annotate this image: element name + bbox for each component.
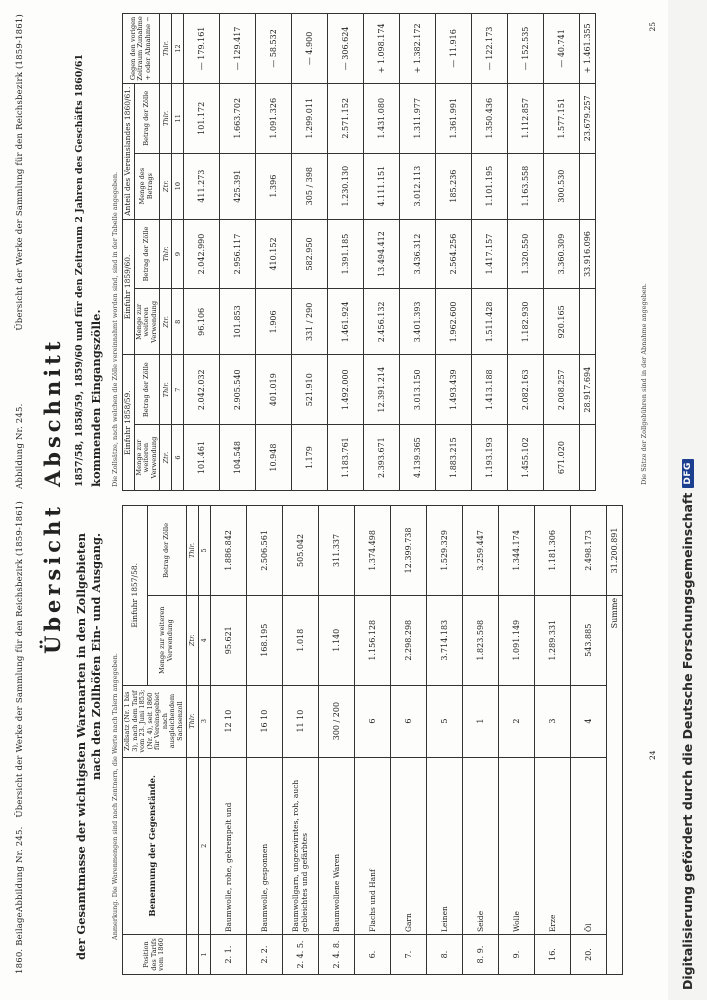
header-import-group: Einfuhr 1857/58. xyxy=(123,506,148,686)
table-row xyxy=(462,506,498,975)
right-total-g: + 1.461.355 xyxy=(580,14,596,84)
row-value-f: 1.350.436 xyxy=(472,83,508,153)
unit-cell: Thlr. xyxy=(160,219,172,289)
row-designation: Baumwollgarn, ungezwirntes, roh, auch gebleichtes und gefärbtes xyxy=(282,757,318,934)
row-rate: 12 10 xyxy=(210,685,246,757)
row-rate: 4 xyxy=(570,685,606,757)
row-position: 8. 9. xyxy=(462,935,498,975)
row-position: 8. xyxy=(426,935,462,975)
unit-cell: Thlr. xyxy=(160,14,172,84)
unit-cell: Thlr. xyxy=(160,83,172,153)
left-page-number: 24 xyxy=(648,750,657,760)
row-value-d: 1.417.157 xyxy=(472,219,508,289)
column-number: 7 xyxy=(172,355,184,425)
row-value-b: 2.082.163 xyxy=(508,355,544,425)
table-row xyxy=(472,14,508,491)
row-value-c: 1.906 xyxy=(256,289,292,355)
row-value-f: 1.577.151 xyxy=(544,83,580,153)
row-designation: Seide xyxy=(462,757,498,934)
row-value-d: 1.320.550 xyxy=(508,219,544,289)
row-rate: 16 10 xyxy=(246,685,282,757)
row-designation: Erze xyxy=(534,757,570,934)
row-duty: 1.886.842 xyxy=(210,506,246,596)
row-value-a: 2.393.671 xyxy=(364,425,400,491)
row-designation: Baumwolle, rohe, gekrempelt und xyxy=(210,757,246,934)
row-duty: 1.374.498 xyxy=(354,506,390,596)
header-group-1859: Einfuhr 1859/60. xyxy=(123,219,135,355)
left-note: Anmerkung. Die Warenmengen sind nach Zentnern, die Werte nach Talern angegeben. xyxy=(111,653,119,940)
subheader: Betrag der Zölle xyxy=(134,219,160,289)
column-number: 5 xyxy=(198,506,210,596)
row-quantity: 1.091.149 xyxy=(498,595,534,685)
row-position: 6. xyxy=(354,935,390,975)
row-value-g: — 179.161 xyxy=(184,14,220,84)
column-number: 3 xyxy=(198,685,210,757)
table-row xyxy=(364,14,400,491)
row-value-c: 1.962.600 xyxy=(436,289,472,355)
row-value-c: 2.456.132 xyxy=(364,289,400,355)
table-row xyxy=(282,506,318,975)
row-value-b: 2.008.257 xyxy=(544,355,580,425)
row-rate: 6 xyxy=(390,685,426,757)
right-total-empty xyxy=(580,425,596,491)
row-rate: 11 10 xyxy=(282,685,318,757)
row-value-g: — 306.624 xyxy=(328,14,364,84)
row-value-g: + 1.382.172 xyxy=(400,14,436,84)
row-value-c: 3.401.393 xyxy=(400,289,436,355)
unit-cell: Thlr. xyxy=(186,506,198,596)
row-designation: Leinen xyxy=(426,757,462,934)
row-value-g: — 40.741 xyxy=(544,14,580,84)
table-row xyxy=(292,14,328,491)
right-data-table xyxy=(122,13,596,491)
row-value-d: 582.950 xyxy=(292,219,328,289)
row-value-e: 185.236 xyxy=(436,153,472,219)
row-duty: 3.259.447 xyxy=(462,506,498,596)
dfg-logo: DFG xyxy=(682,459,694,488)
column-number: 10 xyxy=(172,153,184,219)
table-row xyxy=(498,506,534,975)
row-rate: 6 xyxy=(354,685,390,757)
left-running-head-right: Übersicht der Werke der Sammlung für den Reichsbezirk (1859-1861) xyxy=(15,501,25,818)
subheader: Menge des Betrags xyxy=(134,153,160,219)
row-value-a: 1.183.761 xyxy=(328,425,364,491)
row-value-c: 331 / 290 xyxy=(292,289,328,355)
table-row xyxy=(570,506,606,975)
row-value-f: 1.431.080 xyxy=(364,83,400,153)
table-row xyxy=(426,506,462,975)
row-value-d: 1.391.185 xyxy=(328,219,364,289)
watermark-text-wrap xyxy=(668,0,707,1000)
watermark xyxy=(668,0,707,1000)
row-value-b: 401.019 xyxy=(256,355,292,425)
row-value-d: 3.360.309 xyxy=(544,219,580,289)
row-quantity: 1.289.331 xyxy=(534,595,570,685)
row-value-g: + 1.098.174 xyxy=(364,14,400,84)
header-group-share: Anteil des Vereinslandes 1860/61. xyxy=(123,83,135,219)
row-position: 2. 4. 8. xyxy=(318,935,354,975)
right-running-head-right: Übersicht der Werke der Sammlung für den Reichsbezirk (1859-1861) xyxy=(15,14,25,331)
row-value-e: 1.396 xyxy=(256,153,292,219)
row-designation: Baumwolle, gesponnen xyxy=(246,757,282,934)
row-duty: 12.399.738 xyxy=(390,506,426,596)
row-position: 7. xyxy=(390,935,426,975)
unit-cell: Ztr. xyxy=(160,289,172,355)
row-value-b: 2.905.540 xyxy=(220,355,256,425)
row-value-d: 2.956.117 xyxy=(220,219,256,289)
left-data-table xyxy=(122,505,623,975)
row-value-e: 300.530 xyxy=(544,153,580,219)
row-value-d: 2.042.990 xyxy=(184,219,220,289)
row-rate: 300 / 200 xyxy=(318,685,354,757)
left-subtitle-1: der Gesamtmasse der wichtigsten Warenarten in den Zollgebieten xyxy=(74,532,88,960)
table-row xyxy=(436,14,472,491)
right-page-number: 25 xyxy=(648,22,657,32)
row-value-b: 1.413.188 xyxy=(472,355,508,425)
unit-cell xyxy=(186,935,198,975)
row-rate: 1 xyxy=(462,685,498,757)
column-number: 9 xyxy=(172,219,184,289)
right-total-empty xyxy=(580,289,596,355)
row-value-g: — 122.173 xyxy=(472,14,508,84)
row-rate: 2 xyxy=(498,685,534,757)
row-duty: 1.344.174 xyxy=(498,506,534,596)
row-duty: 505.042 xyxy=(282,506,318,596)
row-value-a: 671.020 xyxy=(544,425,580,491)
row-value-b: 521.910 xyxy=(292,355,328,425)
right-note: Die Zollsätze, nach welchen die Zölle vereinnahmt worden sind, sind in der Tabelle angegeben. xyxy=(111,171,119,487)
subheader: Menge zur weiteren Verwendung xyxy=(134,425,160,491)
row-rate: 3 xyxy=(534,685,570,757)
row-value-e: 425.391 xyxy=(220,153,256,219)
row-value-g: — 4.900 xyxy=(292,14,328,84)
row-value-f: 1.112.857 xyxy=(508,83,544,153)
left-running-head-center: Abbildung Nr. 245. xyxy=(15,826,25,912)
right-subtitle-1: 1857/58, 1858/59, 1859/60 und für den Zeitraum 2 Jahren des Geschäfts 1860/61 xyxy=(74,54,85,487)
table-row xyxy=(400,14,436,491)
row-value-b: 1.492.000 xyxy=(328,355,364,425)
right-running-head-left: Abbildung Nr. 245. xyxy=(15,403,25,489)
left-page xyxy=(0,495,668,980)
row-designation: Garn xyxy=(390,757,426,934)
row-value-d: 3.436.312 xyxy=(400,219,436,289)
row-value-f: 1.299.011 xyxy=(292,83,328,153)
column-number: 4 xyxy=(198,595,210,685)
row-value-c: 1.511.428 xyxy=(472,289,508,355)
header-duty: Betrag der Zölle xyxy=(147,506,186,596)
subheader: Betrag der Zölle xyxy=(134,83,160,153)
row-value-d: 13.494.412 xyxy=(364,219,400,289)
row-quantity: 3.714.183 xyxy=(426,595,462,685)
row-value-a: 10.948 xyxy=(256,425,292,491)
table-row xyxy=(354,506,390,975)
row-designation: Flachs und Hanf xyxy=(354,757,390,934)
right-page xyxy=(0,8,668,495)
row-designation: Baumwollene Waren xyxy=(318,757,354,934)
row-value-a: 1.883.215 xyxy=(436,425,472,491)
row-quantity: 95.621 xyxy=(210,595,246,685)
row-value-a: 104.548 xyxy=(220,425,256,491)
right-subtitle-2: kommenden Eingangszölle. xyxy=(89,309,103,487)
right-total-b: 28.917.694 xyxy=(580,355,596,425)
unit-cell: Ztr. xyxy=(160,425,172,491)
row-rate: 5 xyxy=(426,685,462,757)
header-rate: Zollsatz (Nr. 1 bis 3), nach dem Tarif vom 23. Juni 1853; (Nr. 4), seit 1860 für Vereinsgebiet nach ausgleichendem Sachsenzoll xyxy=(123,685,187,757)
row-quantity: 1.140 xyxy=(318,595,354,685)
row-duty: 2.506.561 xyxy=(246,506,282,596)
row-value-c: 920.165 xyxy=(544,289,580,355)
watermark-text: Digitalisierung gefördert durch die Deutsche Forschungsgemeinschaft xyxy=(680,492,695,990)
row-value-f: 1.311.977 xyxy=(400,83,436,153)
row-position: 2. 1. xyxy=(210,935,246,975)
table-row xyxy=(534,506,570,975)
table-row xyxy=(328,14,364,491)
row-value-e: 1.101.195 xyxy=(472,153,508,219)
row-value-e: 4.111.151 xyxy=(364,153,400,219)
row-value-g: — 58.532 xyxy=(256,14,292,84)
row-value-g: — 129.417 xyxy=(220,14,256,84)
right-footnote: Die Sätze der Zollgebühren sind in der Abnahme angegeben. xyxy=(640,283,648,485)
row-value-f: 1.361.991 xyxy=(436,83,472,153)
row-duty: 311.337 xyxy=(318,506,354,596)
header-quantity: Menge zur weiteren Verwendung xyxy=(147,595,186,685)
row-position: 2. 2. xyxy=(246,935,282,975)
unit-cell: Ztr. xyxy=(160,153,172,219)
unit-cell: Thlr. xyxy=(160,355,172,425)
table-row xyxy=(318,506,354,975)
column-number: 6 xyxy=(172,425,184,491)
table-row xyxy=(184,14,220,491)
row-duty: 1.529.329 xyxy=(426,506,462,596)
subheader: Menge zur weiteren Verwendung xyxy=(134,289,160,355)
row-quantity: 1.018 xyxy=(282,595,318,685)
header-designation: Benennung der Gegenstände. xyxy=(123,757,187,934)
right-total-d: 33.916.096 xyxy=(580,219,596,289)
row-position: 16. xyxy=(534,935,570,975)
row-value-b: 3.013.150 xyxy=(400,355,436,425)
row-quantity: 1.823.598 xyxy=(462,595,498,685)
row-value-a: 1.193.193 xyxy=(472,425,508,491)
row-value-e: 411.273 xyxy=(184,153,220,219)
left-running-head-left: 1860. Beilage. xyxy=(15,909,25,974)
row-position: 20. xyxy=(570,935,606,975)
right-page-title: Abschnitt xyxy=(40,337,65,487)
right-total-f: 23.679.257 xyxy=(580,83,596,153)
row-value-a: 1.179 xyxy=(292,425,328,491)
row-value-c: 101.853 xyxy=(220,289,256,355)
row-value-f: 1.091.326 xyxy=(256,83,292,153)
row-designation: Wolle xyxy=(498,757,534,934)
row-value-c: 1.182.930 xyxy=(508,289,544,355)
unit-cell: Ztr. xyxy=(186,595,198,685)
row-designation: Öl xyxy=(570,757,606,934)
row-value-e: 3.012.113 xyxy=(400,153,436,219)
row-position: 2. 4. 5. xyxy=(282,935,318,975)
row-value-c: 96.106 xyxy=(184,289,220,355)
left-total-label: Summe xyxy=(606,595,622,974)
column-number: 2 xyxy=(198,757,210,934)
row-value-f: 1.663.702 xyxy=(220,83,256,153)
row-value-b: 12.391.214 xyxy=(364,355,400,425)
left-page-title: Übersicht xyxy=(40,503,65,654)
row-value-d: 410.152 xyxy=(256,219,292,289)
row-duty: 1.181.306 xyxy=(534,506,570,596)
left-subtitle-2: nach den Zollhöfen Ein- und Ausgang. xyxy=(89,532,103,780)
right-total-empty xyxy=(580,153,596,219)
table-row xyxy=(246,506,282,975)
table-row xyxy=(544,14,580,491)
table-row xyxy=(390,506,426,975)
row-value-d: 2.564.256 xyxy=(436,219,472,289)
table-row xyxy=(210,506,246,975)
row-value-b: 2.042.032 xyxy=(184,355,220,425)
row-quantity: 2.298.298 xyxy=(390,595,426,685)
header-change: Gegen den vorigen Zeitraum Zunahme + oder Abnahme − xyxy=(123,14,160,84)
row-value-e: 305 / 398 xyxy=(292,153,328,219)
unit-cell: Thlr. xyxy=(186,685,198,757)
row-value-a: 1.455.102 xyxy=(508,425,544,491)
row-value-g: — 152.535 xyxy=(508,14,544,84)
row-value-f: 101.172 xyxy=(184,83,220,153)
row-quantity: 168.195 xyxy=(246,595,282,685)
row-value-c: 1.461.924 xyxy=(328,289,364,355)
row-value-e: 1.163.558 xyxy=(508,153,544,219)
left-total-duty: 31.200.891 xyxy=(606,506,622,596)
row-quantity: 1.156.128 xyxy=(354,595,390,685)
unit-cell xyxy=(186,757,198,934)
row-value-b: 1.493.439 xyxy=(436,355,472,425)
row-value-f: 2.571.152 xyxy=(328,83,364,153)
column-number: 8 xyxy=(172,289,184,355)
column-number: 12 xyxy=(172,14,184,84)
column-number: 11 xyxy=(172,83,184,153)
row-value-e: 1.230.130 xyxy=(328,153,364,219)
row-quantity: 543.885 xyxy=(570,595,606,685)
table-row xyxy=(256,14,292,491)
row-position: 9. xyxy=(498,935,534,975)
row-value-a: 101.461 xyxy=(184,425,220,491)
subheader: Betrag der Zölle xyxy=(134,355,160,425)
header-position: Position des Tarifs vom 1860 xyxy=(123,935,187,975)
row-duty: 2.498.173 xyxy=(570,506,606,596)
table-row xyxy=(220,14,256,491)
header-group-1858: Einfuhr 1858/59. xyxy=(123,355,135,491)
table-row xyxy=(508,14,544,491)
row-value-g: — 11.916 xyxy=(436,14,472,84)
column-number: 1 xyxy=(198,935,210,975)
row-value-a: 4.139.365 xyxy=(400,425,436,491)
